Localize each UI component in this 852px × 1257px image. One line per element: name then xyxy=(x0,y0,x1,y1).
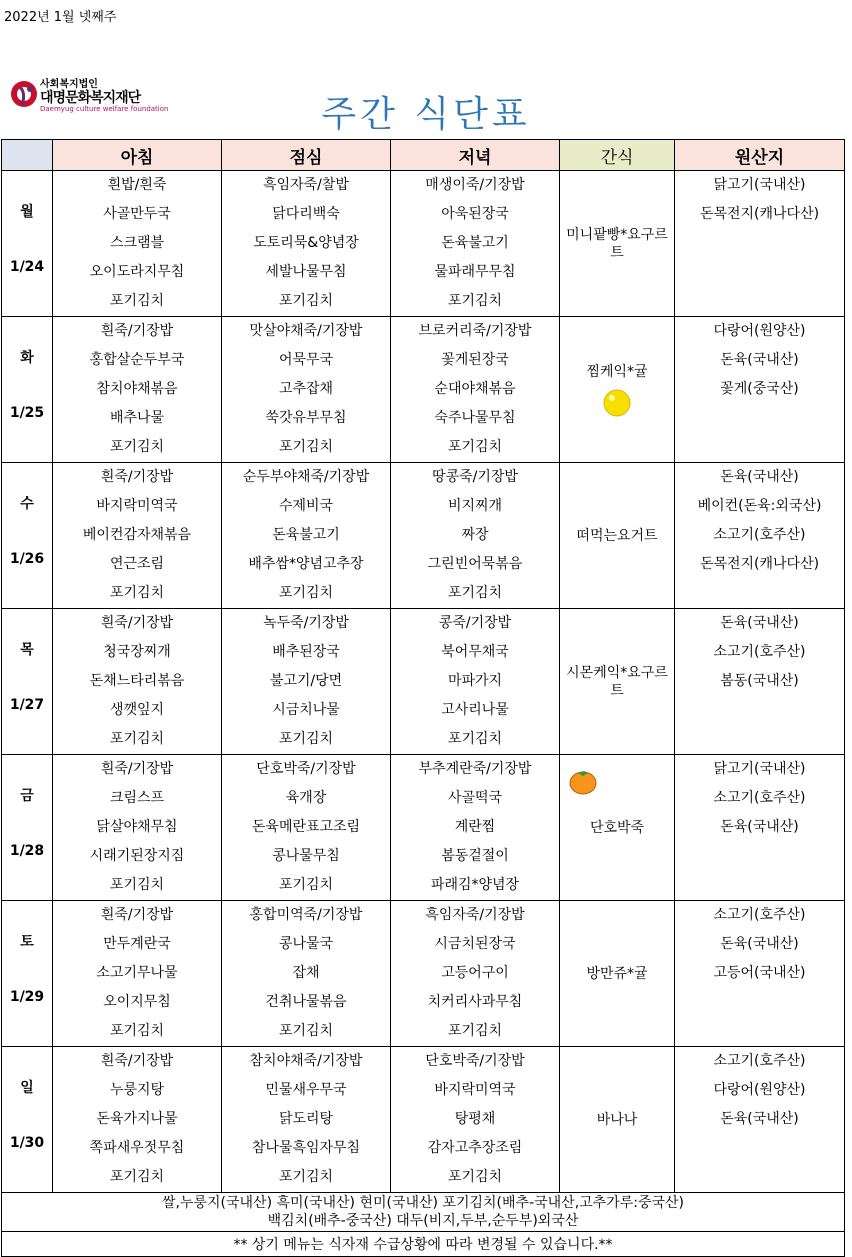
snack-cell xyxy=(560,463,675,609)
breakfast-item: 청국장찌개 xyxy=(103,644,171,660)
lunch-cell xyxy=(222,901,391,1047)
breakfast-cell xyxy=(53,463,222,609)
dinner-cell xyxy=(391,317,560,463)
origin-item: 소고기(호주산) xyxy=(713,644,806,660)
origin-item: 돈육(국내산) xyxy=(720,936,799,952)
day-name: 수 xyxy=(20,496,34,512)
origin-cell xyxy=(675,755,845,901)
day-name: 월 xyxy=(20,204,34,220)
day-date: 1/25 xyxy=(9,405,45,421)
dinner-item: 흑임자죽/기장밥 xyxy=(425,907,525,923)
breakfast-item: 만두계란국 xyxy=(103,936,171,952)
origin-item: 돈육(국내산) xyxy=(720,352,799,368)
lunch-item: 포기김치 xyxy=(278,293,334,309)
origin-cell xyxy=(675,901,845,1047)
origin-item: 돈육(국내산) xyxy=(720,819,799,835)
lunch-item: 참나물흑임자무침 xyxy=(251,1140,361,1156)
footer-origin-row xyxy=(2,1193,845,1232)
footer-line-1: 쌀,누룽지(국내산) 흑미(국내산) 현미(국내산) 포기김치(배추-국내산,고추가루:중국산) xyxy=(161,1195,684,1211)
day-row xyxy=(2,755,845,901)
snack-cell xyxy=(560,901,675,1047)
lunch-item: 포기김치 xyxy=(278,585,334,601)
breakfast-item: 연근조림 xyxy=(109,556,165,572)
origin-item: 소고기(호주산) xyxy=(713,1053,806,1069)
origin-item: 닭고기(국내산) xyxy=(713,177,806,193)
day-cell xyxy=(2,463,53,609)
day-row xyxy=(2,901,845,1047)
breakfast-cell xyxy=(53,755,222,901)
dinner-cell xyxy=(391,755,560,901)
dinner-item: 봄동겉절이 xyxy=(441,848,509,864)
dinner-item: 포기김치 xyxy=(447,585,503,601)
breakfast-item: 흰죽/기장밥 xyxy=(100,615,174,631)
logo-name: 대명문화복지재단 xyxy=(40,90,141,106)
origin-item: 돈육(국내산) xyxy=(720,469,799,485)
dinner-item: 브로커리죽/기장밥 xyxy=(418,323,532,339)
breakfast-item: 베이컨감자채볶음 xyxy=(82,527,192,543)
day-name: 화 xyxy=(20,350,34,366)
origin-item: 고등어(국내산) xyxy=(713,965,806,981)
dinner-item: 치커리사과무침 xyxy=(427,994,523,1010)
header-origin: 원산지 xyxy=(675,140,845,171)
origin-item: 돈목전지(캐나다산) xyxy=(699,206,820,222)
dinner-item: 꽃게된장국 xyxy=(441,352,509,368)
lunch-item: 세발나물무침 xyxy=(265,264,347,280)
day-date: 1/28 xyxy=(9,843,45,859)
breakfast-item: 닭살야채무침 xyxy=(96,819,178,835)
dinner-item: 계란찜 xyxy=(454,819,496,835)
lunch-item: 돈육메란표고조림 xyxy=(251,819,361,835)
header-lunch: 점심 xyxy=(222,140,391,171)
lunch-item: 흑임자죽/찰밥 xyxy=(263,177,349,193)
origin-item: 다랑어(원양산) xyxy=(713,323,806,339)
lunch-item: 민물새우무국 xyxy=(265,1082,347,1098)
snack-item: 찜케익*귤 xyxy=(586,363,648,380)
dinner-item: 고등어구이 xyxy=(441,965,509,981)
snack-item: 미니팥빵*요구르트 xyxy=(566,226,668,261)
lunch-item: 포기김치 xyxy=(278,439,334,455)
lunch-item: 고추잡채 xyxy=(278,381,334,397)
breakfast-item: 돈채느타리볶음 xyxy=(89,673,185,689)
breakfast-item: 포기김치 xyxy=(109,1023,165,1039)
lunch-item: 콩나물국 xyxy=(278,936,334,952)
origin-item: 돈목전지(캐나다산) xyxy=(699,556,820,572)
dinner-item: 포기김치 xyxy=(447,1169,503,1185)
origin-item: 소고기(호주산) xyxy=(713,527,806,543)
day-name: 토 xyxy=(20,934,34,950)
breakfast-item: 바지락미역국 xyxy=(96,498,178,514)
lunch-item: 순두부야채죽/기장밥 xyxy=(242,469,370,485)
snack-item: 시몬케익*요구르트 xyxy=(566,664,668,699)
dinner-item: 시금치된장국 xyxy=(434,936,516,952)
dinner-item: 숙주나물무침 xyxy=(434,410,516,426)
breakfast-item: 흰죽/기장밥 xyxy=(100,907,174,923)
lunch-cell xyxy=(222,317,391,463)
dinner-item: 포기김치 xyxy=(447,731,503,747)
dinner-item: 포기김치 xyxy=(447,1023,503,1039)
dinner-item: 땅콩죽/기장밥 xyxy=(432,469,518,485)
dinner-item: 순대야채볶음 xyxy=(434,381,516,397)
origin-item: 꽃게(중국산) xyxy=(720,381,799,397)
dinner-item: 사골떡국 xyxy=(447,790,503,806)
dinner-item: 짜장 xyxy=(461,527,489,543)
lunch-cell xyxy=(222,171,391,317)
day-cell xyxy=(2,901,53,1047)
snack-item: 떠먹는요거트 xyxy=(576,527,658,544)
yellow-citron-icon xyxy=(602,387,632,417)
footer-notice: ** 상기 메뉴는 식자재 수급상황에 따라 변경될 수 있습니다.** xyxy=(2,1232,845,1257)
dinner-item: 콩죽/기장밥 xyxy=(438,615,512,631)
lunch-item: 홍합미역죽/기장밥 xyxy=(249,907,363,923)
origin-item: 닭고기(국내산) xyxy=(713,761,806,777)
dinner-item: 그린빈어묵볶음 xyxy=(427,556,523,572)
dinner-item: 탕평채 xyxy=(454,1111,496,1127)
breakfast-item: 소고기무나물 xyxy=(96,965,178,981)
lunch-item: 배추된장국 xyxy=(272,644,340,660)
breakfast-cell xyxy=(53,171,222,317)
lunch-item: 포기김치 xyxy=(278,731,334,747)
day-cell xyxy=(2,755,53,901)
snack-item: 방만쥬*귤 xyxy=(586,965,648,982)
origin-item: 다랑어(원양산) xyxy=(713,1082,806,1098)
breakfast-item: 흰죽/기장밥 xyxy=(100,469,174,485)
breakfast-item: 시래기된장지짐 xyxy=(89,848,185,864)
breakfast-item: 오이도라지무침 xyxy=(89,264,185,280)
dinner-item: 돈육불고기 xyxy=(441,235,509,251)
lunch-item: 닭도리탕 xyxy=(278,1111,334,1127)
dinner-cell xyxy=(391,171,560,317)
breakfast-item: 생깻잎지 xyxy=(109,702,165,718)
origin-item: 소고기(호주산) xyxy=(713,790,806,806)
breakfast-item: 흰죽/기장밥 xyxy=(100,1053,174,1069)
lunch-item: 포기김치 xyxy=(278,877,334,893)
breakfast-item: 오이지무침 xyxy=(103,994,171,1010)
lunch-cell xyxy=(222,1047,391,1193)
lunch-item: 콩나물무침 xyxy=(272,848,340,864)
breakfast-item: 포기김치 xyxy=(109,877,165,893)
tangerine-icon xyxy=(568,767,598,795)
snack-cell xyxy=(560,171,675,317)
dinner-item: 비지찌개 xyxy=(447,498,503,514)
week-label: 2022년 1월 넷째주 xyxy=(4,10,117,25)
day-row xyxy=(2,609,845,755)
dinner-cell xyxy=(391,463,560,609)
day-date: 1/29 xyxy=(9,989,45,1005)
lunch-item: 단호박죽/기장밥 xyxy=(256,761,356,777)
origin-item: 베이컨(돈육:외국산) xyxy=(697,498,822,514)
breakfast-item: 크림스프 xyxy=(109,790,165,806)
day-row xyxy=(2,317,845,463)
header-dinner: 저녁 xyxy=(391,140,560,171)
lunch-item: 어묵무국 xyxy=(278,352,334,368)
breakfast-cell xyxy=(53,901,222,1047)
breakfast-item: 쪽파새우젓무침 xyxy=(89,1140,185,1156)
dinner-item: 고사리나물 xyxy=(441,702,509,718)
header-snack: 간식 xyxy=(560,140,675,171)
origin-item: 돈육(국내산) xyxy=(720,1111,799,1127)
lunch-item: 포기김치 xyxy=(278,1023,334,1039)
lunch-item: 배추쌈*양념고추장 xyxy=(248,556,364,572)
day-row xyxy=(2,1047,845,1193)
dinner-cell xyxy=(391,901,560,1047)
header-day xyxy=(2,140,53,171)
breakfast-item: 포기김치 xyxy=(109,293,165,309)
lunch-cell xyxy=(222,609,391,755)
origin-cell xyxy=(675,463,845,609)
lunch-item: 육개장 xyxy=(285,790,327,806)
dinner-item: 아욱된장국 xyxy=(441,206,509,222)
day-name: 목 xyxy=(20,642,34,658)
footer-origin-note xyxy=(2,1193,845,1232)
lunch-item: 시금치나물 xyxy=(272,702,340,718)
day-cell xyxy=(2,1047,53,1193)
lunch-item: 녹두죽/기장밥 xyxy=(263,615,349,631)
dinner-item: 단호박죽/기장밥 xyxy=(425,1053,525,1069)
lunch-item: 도토리묵&양념장 xyxy=(253,235,359,251)
breakfast-item: 홍합살순두부국 xyxy=(89,352,185,368)
dinner-item: 포기김치 xyxy=(447,293,503,309)
lunch-item: 닭다리백숙 xyxy=(272,206,340,222)
breakfast-item: 흰죽/기장밥 xyxy=(100,761,174,777)
lunch-item: 수제비국 xyxy=(278,498,334,514)
origin-cell xyxy=(675,1047,845,1193)
origin-cell xyxy=(675,317,845,463)
snack-item: 단호박죽 xyxy=(589,819,645,836)
day-date: 1/27 xyxy=(9,697,45,713)
day-cell xyxy=(2,317,53,463)
header-row xyxy=(2,140,845,171)
day-cell xyxy=(2,609,53,755)
header-breakfast: 아침 xyxy=(53,140,222,171)
dinner-item: 물파래무무침 xyxy=(434,264,516,280)
day-name: 금 xyxy=(20,788,34,804)
snack-item: 바나나 xyxy=(596,1111,638,1128)
breakfast-cell xyxy=(53,609,222,755)
origin-cell xyxy=(675,609,845,755)
weekly-menu-table xyxy=(1,139,845,1257)
origin-item: 소고기(호주산) xyxy=(713,907,806,923)
lunch-item: 불고기/당면 xyxy=(269,673,343,689)
breakfast-item: 사골만두국 xyxy=(103,206,171,222)
breakfast-item: 스크램블 xyxy=(109,235,165,251)
footer-line-2: 백김치(배추-중국산) 대두(비지,두부,순두부)외국산 xyxy=(267,1213,579,1229)
day-row xyxy=(2,463,845,609)
breakfast-item: 참치야채볶음 xyxy=(96,381,178,397)
lunch-item: 맛살야채죽/기장밥 xyxy=(249,323,363,339)
lunch-item: 잡채 xyxy=(292,965,320,981)
lunch-item: 돈육불고기 xyxy=(272,527,340,543)
lunch-item: 참치야채죽/기장밥 xyxy=(249,1053,363,1069)
day-date: 1/24 xyxy=(9,259,45,275)
breakfast-item: 누룽지탕 xyxy=(109,1082,165,1098)
breakfast-item: 포기김치 xyxy=(109,585,165,601)
page-title: 주간 식단표 xyxy=(321,94,531,135)
dinner-item: 파래김*양념장 xyxy=(430,877,520,893)
dinner-item: 바지락미역국 xyxy=(434,1082,516,1098)
snack-cell xyxy=(560,1047,675,1193)
lunch-item: 쑥갓유부무침 xyxy=(265,410,347,426)
dinner-item: 포기김치 xyxy=(447,439,503,455)
logo-subtitle: 사회복지법인 xyxy=(40,79,98,90)
day-name: 일 xyxy=(20,1080,34,1096)
day-date: 1/26 xyxy=(9,551,45,567)
breakfast-cell xyxy=(53,1047,222,1193)
dinner-item: 마파가지 xyxy=(447,673,503,689)
breakfast-item: 돈육가지나물 xyxy=(96,1111,178,1127)
day-date: 1/30 xyxy=(9,1135,45,1151)
breakfast-item: 포기김치 xyxy=(109,1169,165,1185)
breakfast-cell xyxy=(53,317,222,463)
lunch-cell xyxy=(222,463,391,609)
origin-item: 봄동(국내산) xyxy=(720,673,799,689)
breakfast-item: 포기김치 xyxy=(109,731,165,747)
day-cell xyxy=(2,171,53,317)
dinner-item: 북어무채국 xyxy=(441,644,509,660)
snack-cell xyxy=(560,317,675,463)
origin-cell xyxy=(675,171,845,317)
dinner-item: 감자고추장조림 xyxy=(427,1140,523,1156)
day-row xyxy=(2,171,845,317)
lunch-item: 포기김치 xyxy=(278,1169,334,1185)
origin-item: 돈육(국내산) xyxy=(720,615,799,631)
dinner-item: 부추계란죽/기장밥 xyxy=(418,761,532,777)
lunch-item: 건취나물볶음 xyxy=(265,994,347,1010)
dinner-cell xyxy=(391,609,560,755)
dinner-cell xyxy=(391,1047,560,1193)
breakfast-item: 흰죽/기장밥 xyxy=(100,323,174,339)
breakfast-item: 배추나물 xyxy=(109,410,165,426)
dinner-item: 매생이죽/기장밥 xyxy=(425,177,525,193)
lunch-cell xyxy=(222,755,391,901)
breakfast-item: 포기김치 xyxy=(109,439,165,455)
logo-english: Daemyug culture welfare foundation xyxy=(40,105,169,113)
breakfast-item: 흰밥/흰죽 xyxy=(107,177,167,193)
snack-cell xyxy=(560,609,675,755)
snack-cell xyxy=(560,755,675,901)
